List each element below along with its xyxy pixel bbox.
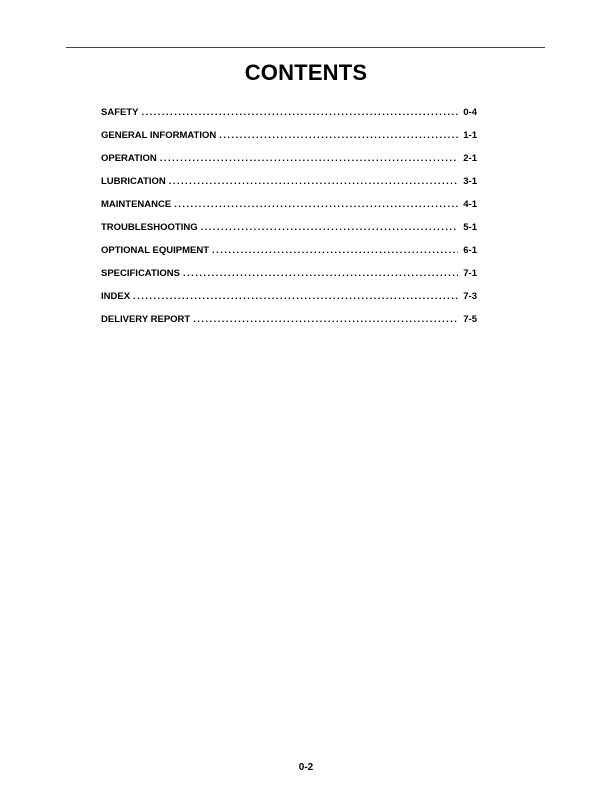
dot-leader	[212, 245, 458, 256]
toc-entry-page: 7-1	[463, 268, 477, 279]
toc-entry-safety[interactable]	[101, 107, 477, 130]
dot-leader	[169, 176, 458, 187]
toc-entry-page: 0-4	[463, 107, 477, 118]
toc-entry-label: INDEX	[101, 291, 131, 302]
toc-entry-page: 7-3	[463, 291, 477, 302]
header-rule	[66, 47, 545, 48]
dot-leader	[141, 107, 458, 118]
table-of-contents	[101, 107, 477, 337]
toc-entry-maintenance[interactable]	[101, 199, 477, 222]
toc-entry-page: 2-1	[463, 153, 477, 164]
toc-entry-label: SAFETY	[101, 107, 139, 118]
toc-entry-operation[interactable]	[101, 153, 477, 176]
toc-entry-lubrication[interactable]	[101, 176, 477, 199]
dot-leader	[133, 291, 458, 302]
toc-entry-delivery-report[interactable]	[101, 314, 477, 337]
toc-entry-label: TROUBLESHOOTING	[101, 222, 198, 233]
toc-entry-page: 3-1	[463, 176, 477, 187]
toc-entry-page: 6-1	[463, 245, 477, 256]
toc-entry-label: OPERATION	[101, 153, 157, 164]
toc-entry-specifications[interactable]	[101, 268, 477, 291]
dot-leader	[219, 130, 458, 141]
toc-entry-label: MAINTENANCE	[101, 199, 172, 210]
dot-leader	[183, 268, 458, 279]
page-number: 0-2	[298, 762, 314, 773]
toc-entry-page: 1-1	[463, 130, 477, 141]
dot-leader	[174, 199, 458, 210]
toc-entry-page: 5-1	[463, 222, 477, 233]
toc-entry-label: SPECIFICATIONS	[101, 268, 180, 279]
page-title: CONTENTS	[244, 60, 368, 85]
toc-entry-label: LUBRICATION	[101, 176, 166, 187]
toc-entry-label: DELIVERY REPORT	[101, 314, 191, 325]
toc-entry-page: 7-5	[463, 314, 477, 325]
toc-entry-troubleshooting[interactable]	[101, 222, 477, 245]
toc-entry-index[interactable]	[101, 291, 477, 314]
dot-leader	[201, 222, 458, 233]
toc-entry-page: 4-1	[463, 199, 477, 210]
toc-entry-label: OPTIONAL EQUIPMENT	[101, 245, 210, 256]
dot-leader	[160, 153, 458, 164]
toc-entry-general-information[interactable]	[101, 130, 477, 153]
dot-leader	[193, 314, 458, 325]
toc-entry-label: GENERAL INFORMATION	[101, 130, 217, 141]
toc-entry-optional-equipment[interactable]	[101, 245, 477, 268]
